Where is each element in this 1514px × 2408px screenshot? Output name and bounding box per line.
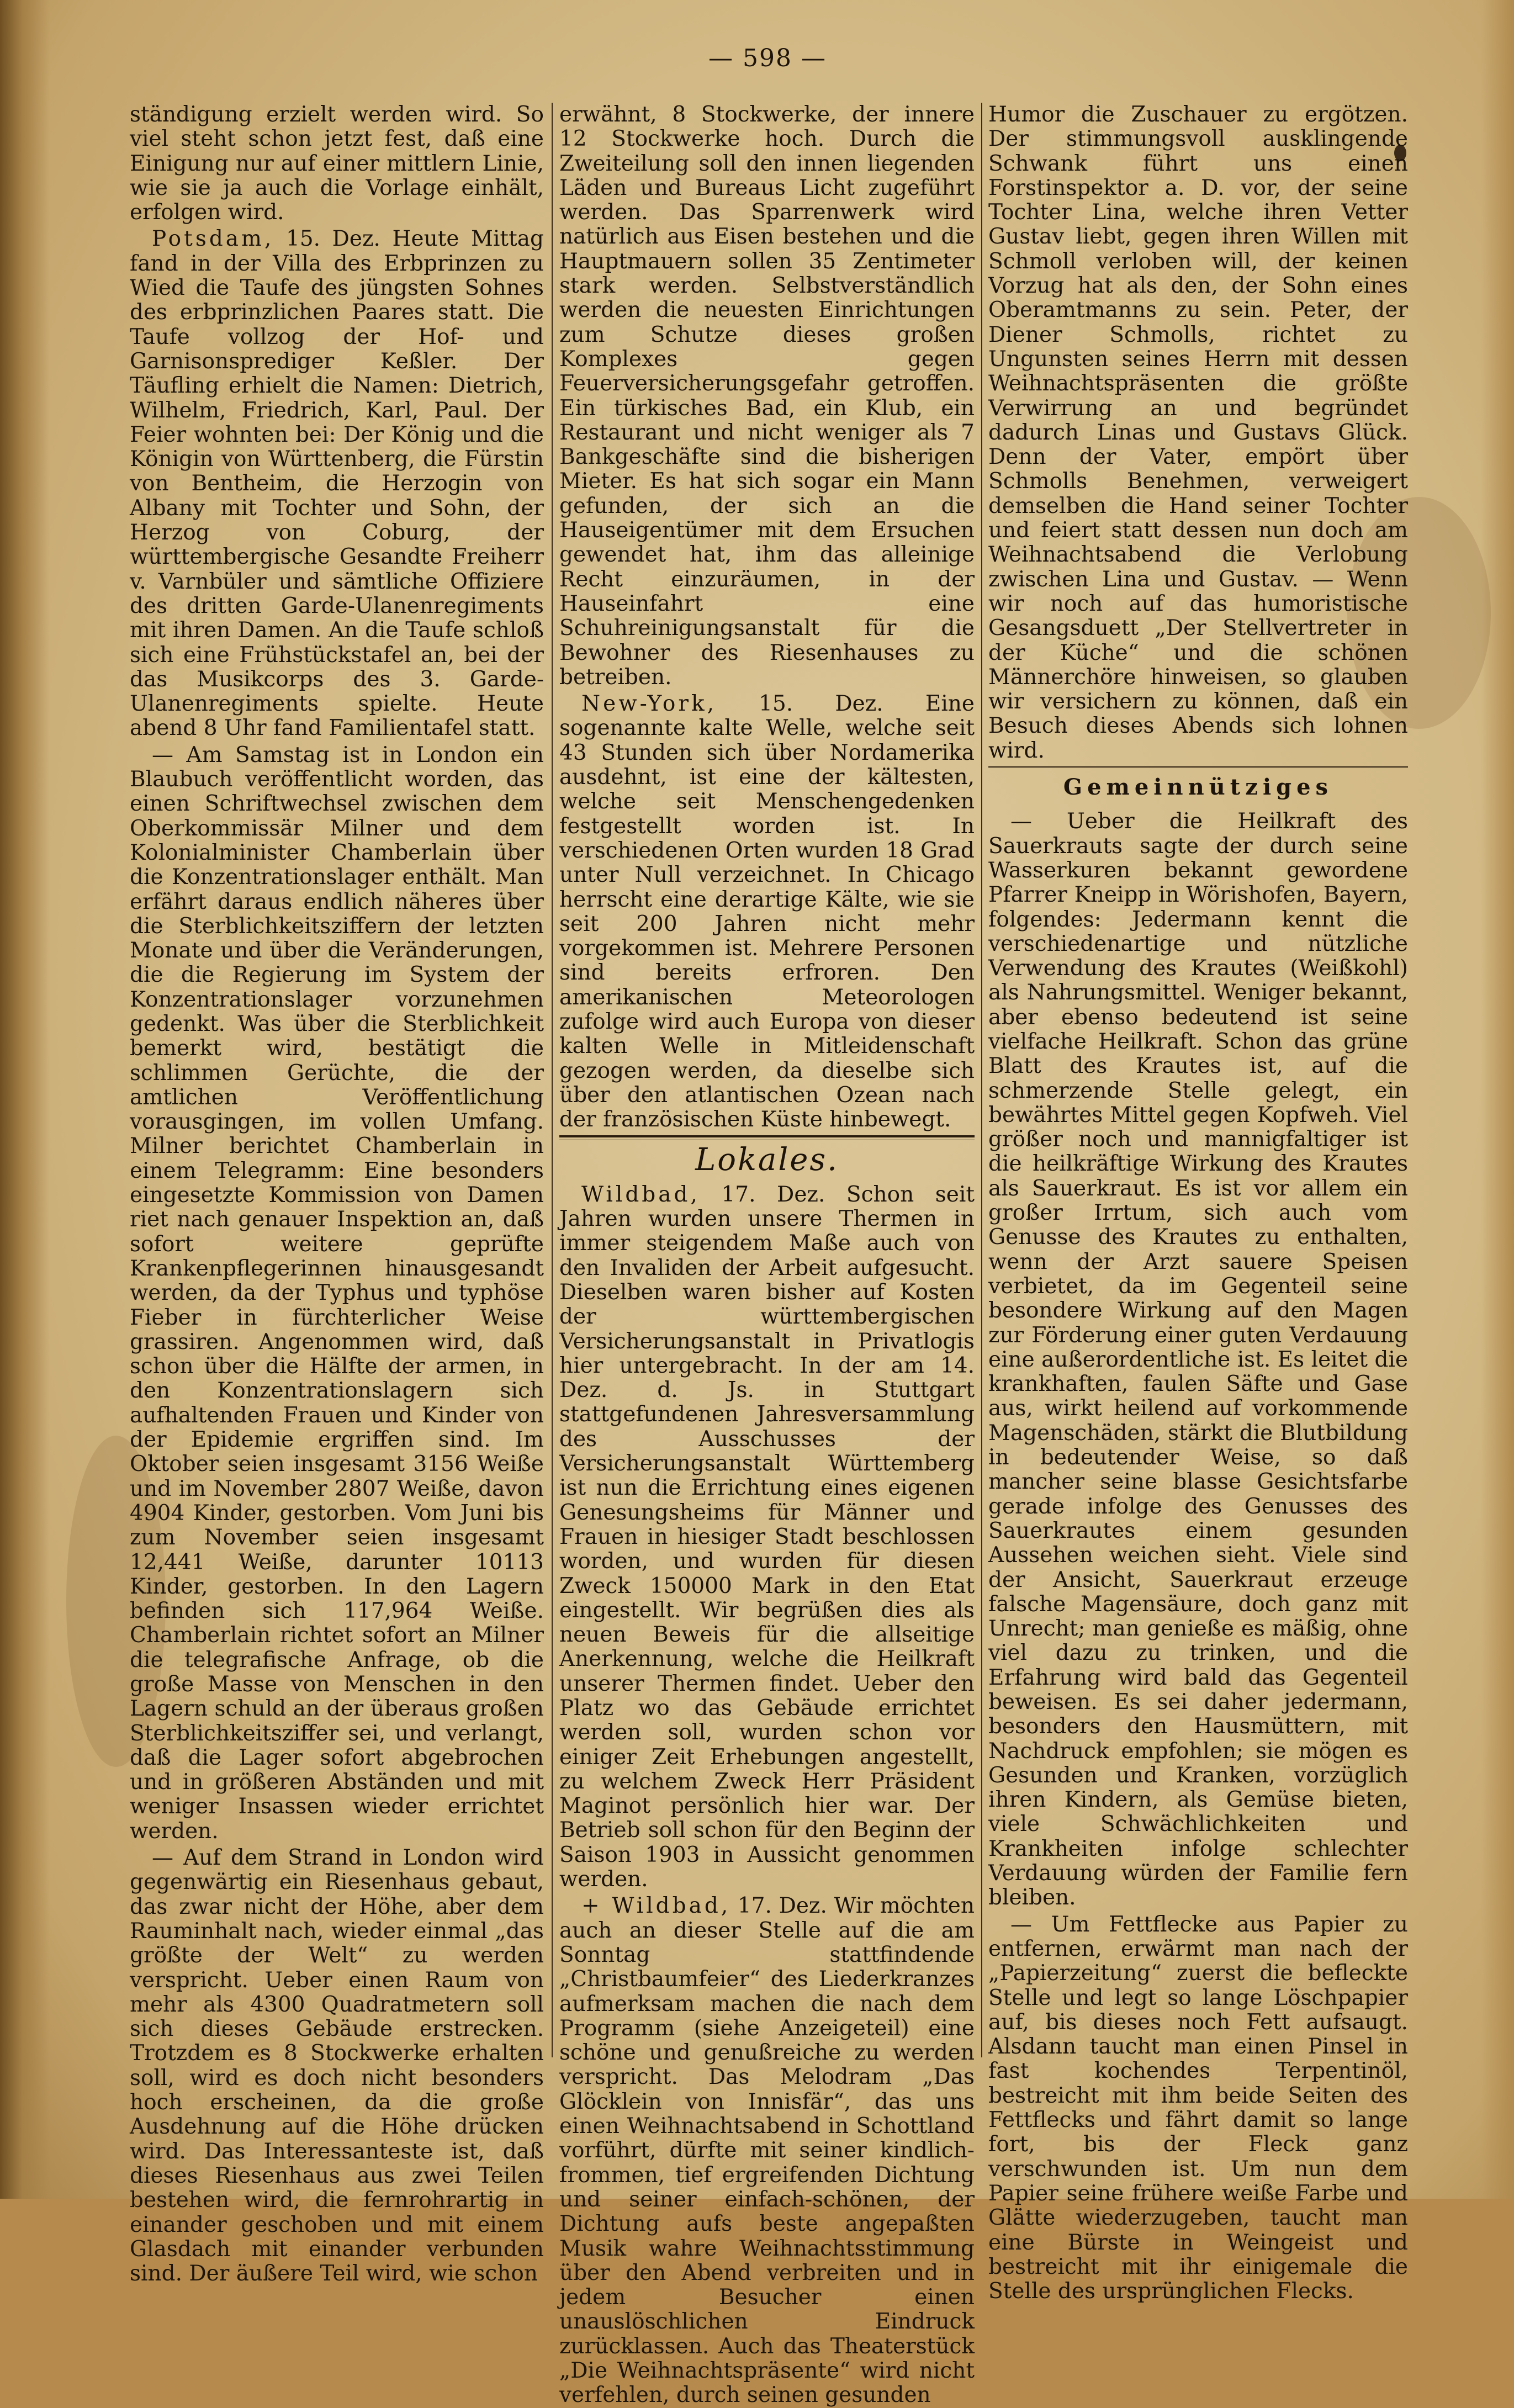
- binding-shadow: [0, 0, 50, 2199]
- article-text: — Auf dem Strand in London wird gegenwärtig ein Riesenhaus gebaut, das zwar nicht der Höhe, aber dem Rauminhalt nach, wieder einmal „das größte der Welt“ zu werden verspricht. Ueber einen Raum von mehr als 4300 Quadratmetern soll sich dieses Gebäude erstrecken. Trotzdem es 8 Stockwerke erhalten soll, wird es doch nicht besonders hoch erscheinen, da die große Ausdehnung auf die Höhe drücken wird. Das Interessanteste ist, daß dieses Riesenhaus aus zwei Teilen bestehen wird, die fernrohrartig in einander geschoben und mit einem Glasdach mit einander verbunden sind. Der äußere Teil wird, wie schon: [130, 1845, 544, 2287]
- article-text: 15. Dez. Eine sogenannte kalte Welle, welche seit 43 Stunden sich über Nordamerika ausdehnt, ist eine der kältesten, welche seit Menschengedenken festgestellt worden ist. In verschiedenen Orten wurden 18 Grad unter Null verzeichnet. In Chicago herrscht eine derartige Kälte, wie sie seit 200 Jahren nicht mehr vorgekommen ist. Mehrere Personen sind bereits erfroren. Den amerikanischen Meteorologen zufolge wird auch Europa von dieser kalten Welle in Mitleidenschaft gezogen werden, da dieselbe sich über den atlantischen Ozean nach der französischen Küste hinbewegt.: [559, 691, 975, 1132]
- section-divider: [559, 1135, 975, 1140]
- page-number: — 598 —: [708, 44, 827, 72]
- dateline: Potsdam,: [152, 226, 274, 252]
- col3-articles-bottom: [988, 809, 1408, 2304]
- article-paragraph: [130, 743, 544, 1844]
- dateline: Wildbad,: [581, 1182, 700, 1207]
- col1-articles: [130, 103, 544, 2286]
- article-paragraph: [988, 103, 1408, 763]
- column-3: [988, 102, 1408, 2304]
- section-heading-lokales: Lokales.: [695, 1142, 839, 1178]
- article-paragraph: [130, 227, 544, 740]
- article-paragraph: [559, 692, 975, 1132]
- section-heading-gemeinnuetziges: Gemeinnütziges: [1063, 774, 1333, 801]
- col2-articles-top: [559, 103, 975, 1132]
- column-2: [559, 102, 975, 2408]
- article-paragraph: [559, 1894, 975, 2407]
- article-paragraph: [130, 1846, 544, 2286]
- article-paragraph: [559, 1183, 975, 1892]
- article-text: — Am Samstag ist in London ein Blaubuch veröffentlicht worden, das einen Schriftwechsel zwischen dem Oberkommissär Milner und dem Kolonialminister Chamberlain über die Konzentrationslager enthält. Man erfährt daraus endlich näheres über die Sterblichkeitsziffern der letzten Monate und über die Veränderungen, die die Regierung im System der Konzentrationslager vorzunehmen gedenkt. Was über die Sterblichkeit bemerkt wird, bestätigt die schlimmen Gerüchte, die der amtlichen Veröffentlichung vorausgingen, im vollen Umfang. Milner berichtet Chamberlain in einem Telegramm: Eine besonders eingesetzte Kommission von Damen riet nach genauer Inspektion an, daß sofort weitere geprüfte Krankenpflegerinnen hinausgesandt werden, da der Typhus und typhöse Fieber in fürchterlicher Weise grassiren. Angenommen wird, daß schon über die Hälfte der armen, in den Konzentrationslagern sich aufhaltenden Frauen und Kinder von der Epidemie ergriffen sind. Im Oktober seien insgesamt 3156 Weiße und im November 2807 Weiße, davon 4904 Kinder, gestorben. Vom Juni bis zum November seien insgesamt 12,441 Weiße, darunter 10113 Kinder, gestorben. In den Lagern befinden sich 117,964 Weiße. Chamberlain richtet sofort an Milner die telegrafische Anfrage, ob die große Masse von Menschen in den Lagern schuld an der überaus großen Sterblichkeitsziffer sei, und verlangt, daß die Lager sofort abgebrochen und in größeren Abständen und mit weniger Insassen wieder errichtet werden.: [130, 742, 544, 1844]
- article-paragraph: [988, 1913, 1408, 2304]
- article-paragraph: [988, 809, 1408, 1910]
- article-text: erwähnt, 8 Stockwerke, der innere 12 Stockwerke hoch. Durch die Zweiteilung soll den innen liegenden Läden und Bureaus Licht zugeführt werden. Das Sparrenwerk wird natürlich aus Eisen bestehen und die Hauptmauern sollen 35 Zentimeter stark werden. Selbstverständlich werden die neuesten Einrichtungen zum Schutze dieses großen Komplexes gegen Feuerversicherungsgefahr getroffen. Ein türkisches Bad, ein Klub, ein Restaurant und nicht weniger als 7 Bankgeschäfte sind die bisherigen Mieter. Es hat sich sogar ein Mann gefunden, der sich an die Hauseigentümer mit dem Ersuchen gewendet hat, ihm das alleinige Recht einzuräumen, in der Hauseinfahrt eine Schuhreinigungsanstalt für die Bewohner des Riesenhauses zu betreiben.: [559, 102, 975, 690]
- article-paragraph: [559, 103, 975, 690]
- page-edge: [1481, 0, 1514, 2199]
- section-divider: [988, 766, 1408, 768]
- article-text: — Ueber die Heilkraft des Sauerkrauts sagte der durch seine Wasserkuren bekannt gewordene Pfarrer Kneipp in Wörishofen, Bayern, folgendes: Jedermann kennt die verschiedenartige und nützliche Verwendung des Krautes (Weißkohl) als Nahrungsmittel. Weniger bekannt, aber ebenso bedeutend ist seine vielfache Heilkraft. Schon das grüne Blatt des Krautes ist, auf die schmerzende Stelle gelegt, ein bewährtes Mittel gegen Kopfweh. Viel größer noch und mannigfaltiger ist die heilkräftige Wirkung des Krautes als Sauerkraut. Es ist vor allem ein großer Irrtum, sich auch vom Genusse des Krautes zu enthalten, wenn der Arzt sauere Speisen verbietet, da im Gegenteil seine besondere Wirkung auf den Magen zur Förderung einer guten Verdauung eine außerordentliche ist. Es leitet die krankhaften, faulen Säfte und Gase aus, wirkt heilend auf vorkommende Magenschäden, stärkt die Blutbildung in bedeutender Weise, so daß mancher seine blasse Gesichtsfarbe gerade infolge des Genusses des Sauerkrautes einem gesunden Aussehen weichen sieht. Viele sind der Ansicht, Sauerkraut erzeuge falsche Magensäure, doch ganz mit Unrecht; man genieße es mäßig, ohne viel dazu zu trinken, und die Erfahrung wird bald das Gegenteil beweisen. Es sei daher jedermann, besonders den Hausmüttern, mit Nachdruck empfohlen; sie mögen es Gesunden und Kranken, vorzüglich ihren Kindern, als Gemüse bieten, viele Schwächlichkeiten und Krankheiten infolge schlechter Verdauung würden der Familie fern bleiben.: [988, 809, 1408, 1910]
- article-text: 15. Dez. Heute Mittag fand in der Villa des Erbprinzen zu Wied die Taufe des jüngsten Sohnes des erbprinzlichen Paares statt. Die Taufe vollzog der Hof- und Garnisonsprediger Keßler. Der Täufling erhielt die Namen: Dietrich, Wilhelm, Friedrich, Karl, Paul. Der Feier wohnten bei: Der König und die Königin von Württenberg, die Fürstin von Bentheim, die Herzogin von Albany mit Tochter und Sohn, der Herzog von Coburg, der württembergische Gesandte Freiherr v. Varnbüler und sämtliche Offiziere des dritten Garde-Ulanenregiments mit ihren Damen. An die Taufe schloß sich eine Frühstückstafel an, bei der das Musikcorps des 3. Garde-Ulanenregiments spielte. Heute abend 8 Uhr fand Familientafel statt.: [130, 226, 544, 741]
- article-text: — Um Fettflecke aus Papier zu entfernen, erwärmt man nach der „Papierzeitung“ zuerst die befleckte Stelle und legt so lange Löschpapier auf, bis dieses noch Fett aufsaugt. Alsdann taucht man einen Pinsel in fast kochendes Terpentinöl, bestreicht mit ihm beide Seiten des Fettflecks und fährt damit so lange fort, bis der Fleck ganz verschwunden ist. Um nun dem Papier seine frühere weiße Farbe und Glätte wiederzugeben, taucht man eine Bürste in Weingeist und bestreicht mit ihr einigemale die Stelle des ursprünglichen Flecks.: [988, 1912, 1408, 2304]
- column-1: [130, 102, 544, 2287]
- dateline: + Wildbad,: [581, 1893, 731, 1919]
- dateline: New-York,: [581, 691, 717, 717]
- article-text: Humor die Zuschauer zu ergötzen. Der stimmungsvoll ausklingende Schwank führt uns einen Forstinspektor a. D. vor, der seine Tochter Lina, welche ihren Vetter Gustav liebt, gegen ihren Willen mit Schmoll verloben will, der keinen Vorzug hat als den, der Sohn eines Oberamtmanns zu sein. Peter, der Diener Schmolls, richtet zu Ungunsten seines Herrn mit dessen Weihnachtspräsenten die größte Verwirrung an und begründet dadurch Linas und Gustavs Glück. Denn der Vater, empört über Schmolls Benehmen, verweigert demselben die Hand seiner Tochter und feiert statt dessen nun doch am Weihnachtsabend die Verlobung zwischen Lina und Gustav. — Wenn wir noch auf das humoristische Gesangsduett „Der Stellvertreter in der Küche“ und die schönen Männerchöre hinweisen, so glauben wir versichern zu können, daß ein Besuch dieses Abends sich lohnen wird.: [988, 102, 1408, 763]
- col2-articles-bottom: [559, 1183, 975, 2408]
- article-text: ständigung erzielt werden wird. So viel steht schon jetzt fest, daß eine Einigung nur auf einer mittlern Linie, wie sie ja auch die Vorlage einhält, erfolgen wird.: [130, 102, 544, 225]
- column-rule: [552, 103, 553, 2057]
- col3-articles-top: [988, 103, 1408, 763]
- article-paragraph: [130, 103, 544, 225]
- column-rule: [981, 103, 982, 2057]
- article-text: 17. Dez. Wir möchten auch an dieser Stelle auf die am Sonntag stattfindende „Christbaumfeier“ des Liederkranzes aufmerksam machen die nach dem Programm (siehe Anzeigeteil) eine schöne und genußreiche zu werden verspricht. Das Melodram „Das Glöcklein von Innisfär“, das uns einen Weihnachtsabend in Schottland vorführt, dürfte mit seiner kindlich-frommen, tief ergreifenden Dichtung und seiner einfach-schönen, der Dichtung aufs beste angepaßten Musik wahre Weihnachtsstimmung über den Abend verbreiten und in jedem Besucher einen unauslöschlichen Eindruck zurücklassen. Auch das Theaterstück „Die Weihnachtspräsente“ wird nicht verfehlen, durch seinen gesunden: [559, 1893, 975, 2408]
- article-text: 17. Dez. Schon seit Jahren wurden unsere Thermen in immer steigendem Maße auch von den Invaliden der Arbeit aufgesucht. Dieselben waren bisher auf Kosten der württembergischen Versicherungsanstalt in Privatlogis hier untergebracht. In der am 14. Dez. d. Js. in Stuttgart stattgefundenen Jahresversammlung des Ausschusses der Versicherungsanstalt Württemberg ist nun die Errichtung eines eigenen Genesungsheims für Männer und Frauen in hiesiger Stadt beschlossen worden, und wurden für diesen Zweck 150000 Mark in den Etat eingestellt. Wir begrüßen dies als neuen Beweis für die allseitige Anerkennung, welche die Heilkraft unserer Thermen findet. Ueber den Platz wo das Gebäude errichtet werden soll, wurden schon vor einiger Zeit Erhebungen angestellt, zu welchem Zweck Herr Präsident Maginot persönlich hier war. Der Betrieb soll schon für den Beginn der Saison 1903 in Aussicht genommen werden.: [559, 1182, 975, 1892]
